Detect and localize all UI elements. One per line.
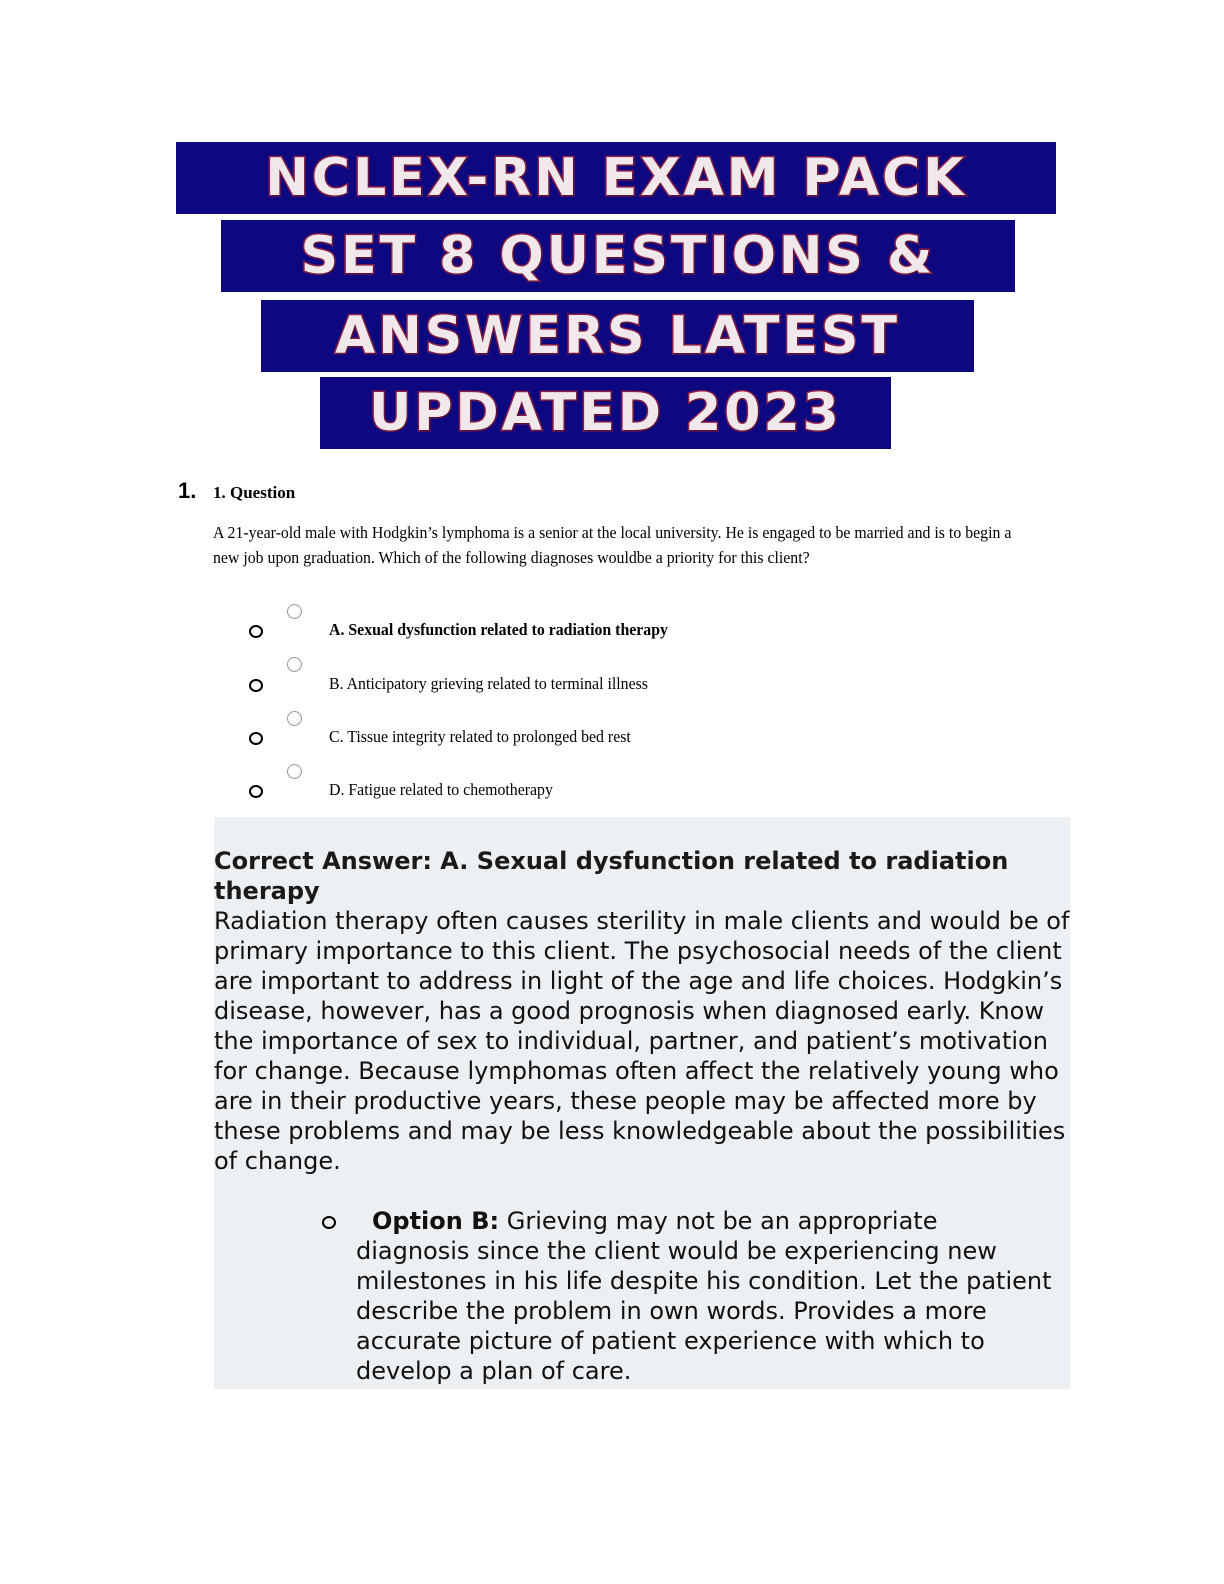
option-b-rationale xyxy=(356,1206,1056,1386)
question-heading: 1. Question xyxy=(213,483,296,502)
title-line-4: UPDATED 2023 xyxy=(320,377,891,449)
bullet-icon xyxy=(249,625,263,638)
option-b-label: B. Anticipatory grieving related to terminal illness xyxy=(329,674,648,693)
title-line-2: SET 8 QUESTIONS & xyxy=(221,220,1015,292)
radio-option-b[interactable] xyxy=(287,657,302,672)
bullet-icon xyxy=(322,1216,336,1229)
radio-option-d[interactable] xyxy=(287,764,302,779)
correct-answer-title: Correct Answer: A. Sexual dysfunction related to radiation therapy xyxy=(214,847,1009,905)
answer-explanation: Radiation therapy often causes sterility in male clients and would be of primary importance to this client. The psychosocial needs of the client are important to address in light of the age and life choices. Hodgkin’s disease, however, has a good prognosis when diagnosed early. Know the importance of sex to individual, partner, and patient’s motivation for change. Because lymphomas often affect the relatively young who are in their productive years, these people may be affected more by these problems and may be less knowledgeable about the possibilities of change. xyxy=(214,907,1070,1175)
bullet-icon xyxy=(249,679,263,692)
bullet-icon xyxy=(249,785,263,798)
radio-option-a[interactable] xyxy=(287,604,302,619)
title-line-1: NCLEX-RN EXAM PACK xyxy=(176,142,1056,214)
question-text: A 21-year-old male with Hodgkin’s lymphoma is a senior at the local university. He is engaged to be married and is to begin a new job upon graduation. Which of the following diagnoses wouldbe a priority for this client? xyxy=(213,523,1012,567)
option-b-text: Grieving may not be an appropriate diagnosis since the client would be experiencing new milestones in his life despite his condition. Let the patient describe the problem in own words. Provides a more accurate picture of patient experience with which to develop a plan of care. xyxy=(356,1207,1052,1385)
option-d-label: D. Fatigue related to chemotherapy xyxy=(329,780,553,799)
option-b-lead: Option B: xyxy=(372,1207,500,1235)
radio-option-c[interactable] xyxy=(287,711,302,726)
question-number: 1. xyxy=(178,478,197,503)
title-line-3: ANSWERS LATEST xyxy=(261,300,974,372)
bullet-icon xyxy=(249,732,263,745)
option-c-label: C. Tissue integrity related to prolonged bed rest xyxy=(329,727,631,746)
option-a-label: A. Sexual dysfunction related to radiation therapy xyxy=(329,620,668,639)
